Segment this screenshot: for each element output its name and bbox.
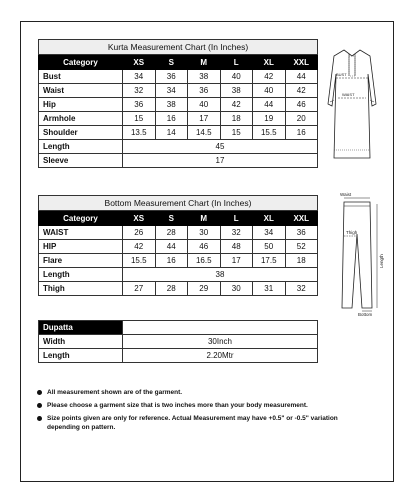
notes-list — [35, 388, 365, 436]
table-cell: 44 — [285, 70, 318, 84]
bullet-icon — [37, 390, 42, 395]
table-cell: 30 — [220, 282, 253, 296]
note-text: All measurement shown are of the garment. — [47, 389, 183, 396]
table-cell: 42 — [220, 98, 253, 112]
table-cell: 20 — [285, 112, 318, 126]
bottom-chart-title: Bottom Measurement Chart (In Inches) — [39, 196, 318, 211]
table-cell: 32 — [123, 84, 156, 98]
table-cell: 18 — [285, 254, 318, 268]
bottom-diagram-label: Bottom — [358, 312, 373, 317]
row-label: Flare — [39, 254, 123, 268]
table-cell: 17 — [220, 254, 253, 268]
table-cell: 40 — [220, 70, 253, 84]
waist-label: WAIST — [342, 92, 355, 97]
table-cell: 36 — [285, 226, 318, 240]
table-cell: 42 — [285, 84, 318, 98]
row-label: Armhole — [39, 112, 123, 126]
table-cell: 16 — [155, 112, 188, 126]
table-cell: 44 — [155, 240, 188, 254]
dupatta-row-width — [39, 335, 318, 349]
table-cell: 28 — [155, 226, 188, 240]
note-text: Please choose a garment size that is two inches more than your body measurement. — [47, 402, 308, 409]
table-cell: 14.5 — [188, 126, 221, 140]
table-cell: 17 — [188, 112, 221, 126]
kurta-row-bust — [39, 70, 318, 84]
pants-diagram — [330, 192, 386, 318]
header-cell: XXL — [285, 211, 318, 226]
kurta-row-waist — [39, 84, 318, 98]
bullet-icon — [37, 416, 42, 421]
kurta-outline — [328, 50, 376, 158]
table-cell: 46 — [188, 240, 221, 254]
table-cell: 38 — [188, 70, 221, 84]
header-cell: XXL — [285, 55, 318, 70]
table-cell: 17.5 — [253, 254, 286, 268]
table-cell: 38 — [123, 268, 318, 282]
header-cell: S — [155, 55, 188, 70]
bottom-header-row — [39, 211, 318, 226]
table-cell: 15 — [220, 126, 253, 140]
dupatta-measurement-table — [38, 320, 318, 363]
table-cell: 44 — [253, 98, 286, 112]
kurta-row-shoulder — [39, 126, 318, 140]
table-cell: 36 — [123, 98, 156, 112]
kurta-chart-title: Kurta Measurement Chart (In Inches) — [39, 40, 318, 55]
bottom-row-flare — [39, 254, 318, 268]
note-text: Size points given are only for reference. Actual Measurement may have +0.5" or -0.5" variation depending on pattern. — [47, 415, 338, 431]
waist-diagram-label: Waist — [340, 192, 352, 197]
table-cell: 16.5 — [188, 254, 221, 268]
table-cell: 18 — [220, 112, 253, 126]
table-cell: 50 — [253, 240, 286, 254]
header-cell: M — [188, 211, 221, 226]
table-cell: 45 — [123, 140, 318, 154]
row-label: HIP — [39, 240, 123, 254]
table-cell: 34 — [155, 84, 188, 98]
table-cell: 16 — [155, 254, 188, 268]
table-cell: 30 — [188, 226, 221, 240]
bottom-row-waist — [39, 226, 318, 240]
dupatta-title-row — [39, 321, 318, 335]
table-cell: 29 — [188, 282, 221, 296]
table-cell: 17 — [123, 154, 318, 168]
note-item — [35, 401, 365, 410]
row-label: Shoulder — [39, 126, 123, 140]
kurta-row-length — [39, 140, 318, 154]
row-label: WAIST — [39, 226, 123, 240]
kurta-row-hip — [39, 98, 318, 112]
header-cell: Category — [39, 211, 123, 226]
table-cell: 52 — [285, 240, 318, 254]
bust-label: BUST — [336, 72, 347, 77]
header-cell: XL — [253, 211, 286, 226]
thigh-diagram-label: Thigh — [346, 230, 358, 235]
bottom-row-hip — [39, 240, 318, 254]
table-cell: 38 — [220, 84, 253, 98]
row-label: Length — [39, 349, 123, 363]
dupatta-row-length — [39, 349, 318, 363]
table-cell: 32 — [220, 226, 253, 240]
row-label: Sleeve — [39, 154, 123, 168]
table-cell: 34 — [253, 226, 286, 240]
table-cell: 31 — [253, 282, 286, 296]
kurta-measurement-table — [38, 39, 318, 168]
bottom-row-thigh — [39, 282, 318, 296]
length-diagram-label: Length — [379, 254, 384, 268]
table-cell: 42 — [123, 240, 156, 254]
header-cell: S — [155, 211, 188, 226]
kurta-diagram — [322, 46, 382, 166]
dupatta-title: Dupatta — [39, 321, 123, 335]
table-cell: 40 — [188, 98, 221, 112]
table-cell: 36 — [155, 70, 188, 84]
row-label: Bust — [39, 70, 123, 84]
kurta-row-sleeve — [39, 154, 318, 168]
header-cell: XL — [253, 55, 286, 70]
header-cell: L — [220, 211, 253, 226]
table-cell: 42 — [253, 70, 286, 84]
table-cell: 46 — [285, 98, 318, 112]
table-cell: 30Inch — [123, 335, 318, 349]
header-cell: XS — [123, 55, 156, 70]
table-cell: 28 — [155, 282, 188, 296]
table-cell: 16 — [285, 126, 318, 140]
table-cell: 48 — [220, 240, 253, 254]
table-cell: 15.5 — [123, 254, 156, 268]
row-label: Width — [39, 335, 123, 349]
bullet-icon — [37, 403, 42, 408]
table-cell: 14 — [155, 126, 188, 140]
row-label: Hip — [39, 98, 123, 112]
table-cell: 32 — [285, 282, 318, 296]
row-label: Waist — [39, 84, 123, 98]
table-cell: 26 — [123, 226, 156, 240]
table-cell: 36 — [188, 84, 221, 98]
table-cell: 27 — [123, 282, 156, 296]
header-cell: Category — [39, 55, 123, 70]
table-cell: 15 — [123, 112, 156, 126]
table-cell: 34 — [123, 70, 156, 84]
table-cell: 38 — [155, 98, 188, 112]
kurta-header-row — [39, 55, 318, 70]
header-cell: M — [188, 55, 221, 70]
bottom-measurement-table — [38, 195, 318, 296]
table-cell: 13.5 — [123, 126, 156, 140]
table-cell: 2.20Mtr — [123, 349, 318, 363]
note-item — [35, 414, 365, 432]
header-cell: XS — [123, 211, 156, 226]
pants-outline — [342, 202, 372, 308]
row-label: Length — [39, 140, 123, 154]
table-cell: 40 — [253, 84, 286, 98]
kurta-row-armhole — [39, 112, 318, 126]
row-label: Length — [39, 268, 123, 282]
note-item — [35, 388, 365, 397]
table-cell: 19 — [253, 112, 286, 126]
bottom-row-length — [39, 268, 318, 282]
table-cell: 15.5 — [253, 126, 286, 140]
row-label: Thigh — [39, 282, 123, 296]
header-cell: L — [220, 55, 253, 70]
